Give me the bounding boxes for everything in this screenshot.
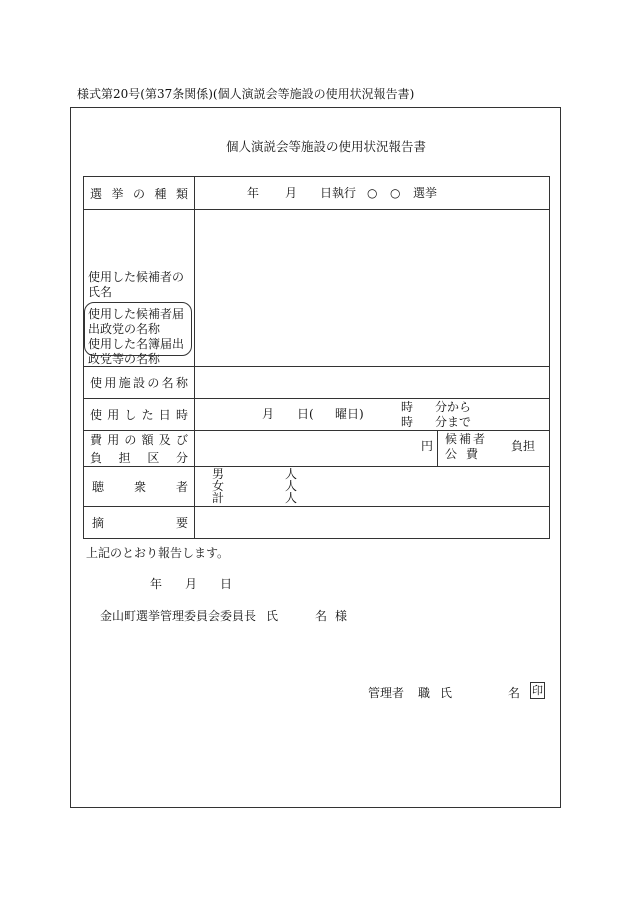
from-unit: 分から (435, 400, 472, 414)
label-char: 使 (90, 376, 103, 390)
addressee: 金山町選挙管理委員会委員長 (100, 609, 257, 623)
day-exec-unit: 日執行 (320, 186, 357, 200)
label-candidate-name-2: 氏名 (88, 285, 113, 299)
label-facility (84, 367, 195, 399)
row-facility (84, 367, 550, 399)
public-option[interactable]: 公費 (445, 447, 488, 461)
label-election-type (84, 177, 195, 210)
date-year: 年 (150, 577, 163, 591)
persons-unit: 人 (285, 479, 298, 493)
value-election-type[interactable] (195, 177, 550, 210)
yen-unit: 円 (421, 439, 434, 453)
label-list-party-1: 使用した名簿届出 (88, 337, 185, 351)
persons-unit: 人 (285, 491, 298, 505)
label-char: び (175, 433, 188, 447)
signer-mei: 名 (508, 686, 521, 700)
total-label: 計 (212, 491, 225, 505)
value-audience[interactable] (195, 467, 550, 507)
row-election-type (84, 177, 550, 210)
label-text (84, 514, 194, 531)
label-char: 摘 (92, 516, 105, 530)
label-char: し (124, 408, 137, 422)
label-summary (84, 507, 195, 539)
report-statement: 上記のとおり報告します。 (86, 546, 230, 560)
label-char: 用 (107, 433, 120, 447)
label-datetime (84, 399, 195, 431)
label-char: 及 (158, 433, 171, 447)
hour-unit: 時 (401, 415, 414, 429)
label-char: の (147, 376, 160, 390)
seal-mark (530, 682, 545, 699)
date-day: 日 (220, 577, 233, 591)
label-char: 担 (118, 451, 131, 465)
page-title: 個人演説会等施設の使用状況報告書 (226, 139, 427, 154)
label-char: 設 (132, 376, 145, 390)
candidate-option[interactable]: 候補者 (445, 432, 488, 446)
addressee-mei: 名 (315, 609, 328, 623)
label-cost (84, 431, 195, 467)
report-table (83, 176, 550, 539)
hour-unit: 時 (401, 400, 414, 414)
value-candidate[interactable] (195, 210, 550, 367)
label-char: 額 (141, 433, 154, 447)
label-list-party-2: 政党等の名称 (88, 352, 161, 366)
signer-role: 管理者 (368, 686, 405, 700)
burden-unit: 負担 (511, 439, 536, 453)
divider (437, 431, 438, 466)
until-unit: 分まで (435, 415, 472, 429)
form-header: 様式第20号(第37条関係)(個人演説会等施設の使用状況報告書) (77, 87, 415, 101)
label-text (84, 406, 194, 423)
value-datetime[interactable] (195, 399, 550, 431)
label-char: 名 (161, 376, 174, 390)
label-char: 用 (107, 408, 120, 422)
label-text (84, 449, 194, 466)
label-candidate-name-1: 使用した候補者の (88, 270, 185, 284)
label-text (84, 374, 194, 391)
label-char: 日 (158, 408, 171, 422)
addressee-sama: 様 (335, 609, 348, 623)
month-unit: 月 (262, 407, 275, 421)
label-char: 分 (175, 451, 188, 465)
label-char: 負 (90, 451, 103, 465)
addressee-shi: 氏 (266, 609, 279, 623)
label-char: 費 (90, 433, 103, 447)
label-audience (84, 467, 195, 507)
label-char: の (124, 433, 137, 447)
month-unit: 月 (285, 186, 298, 200)
bracket (84, 302, 192, 356)
row-audience (84, 467, 550, 507)
label-char: 選 (90, 186, 103, 201)
label-text (84, 478, 194, 495)
label-char: 衆 (133, 480, 146, 494)
label-char: の (132, 186, 145, 201)
year-unit: 年 (247, 186, 260, 200)
label-party-1: 使用した候補者届 (88, 307, 185, 321)
row-datetime (84, 399, 550, 431)
row-summary (84, 507, 550, 539)
row-cost (84, 431, 550, 467)
seal-icon: 印 (532, 684, 543, 697)
label-char: 施 (118, 376, 131, 390)
label-text (84, 431, 194, 448)
value-facility[interactable] (195, 367, 550, 399)
label-char: 称 (175, 376, 188, 390)
female-label: 女 (212, 479, 225, 493)
circle-placeholder: ○ (390, 186, 401, 200)
signer-shoku: 職 (418, 686, 431, 700)
label-text (84, 185, 194, 202)
male-label: 男 (212, 467, 225, 481)
label-char: 使 (90, 408, 103, 422)
label-char: 聴 (92, 480, 105, 494)
label-char: 種 (154, 186, 167, 201)
row-candidate (84, 210, 550, 367)
day-unit: 日( (297, 407, 314, 421)
value-cost[interactable] (195, 431, 550, 467)
label-char: 挙 (111, 186, 124, 201)
value-summary[interactable] (195, 507, 550, 539)
signer-shi: 氏 (440, 686, 453, 700)
election-unit: 選挙 (413, 186, 438, 200)
weekday-unit: 曜日) (335, 407, 364, 421)
label-char: 時 (175, 408, 188, 422)
label-char: 用 (104, 376, 117, 390)
date-month: 月 (185, 577, 198, 591)
circle-placeholder: ○ (367, 186, 378, 200)
label-char: 区 (147, 451, 160, 465)
label-char: た (141, 408, 154, 422)
label-char: 要 (175, 516, 188, 530)
label-char: 類 (175, 186, 188, 201)
label-party-2: 出政党の名称 (88, 322, 161, 336)
label-char: 者 (175, 480, 188, 494)
label-candidate (84, 210, 195, 367)
persons-unit: 人 (285, 467, 298, 481)
